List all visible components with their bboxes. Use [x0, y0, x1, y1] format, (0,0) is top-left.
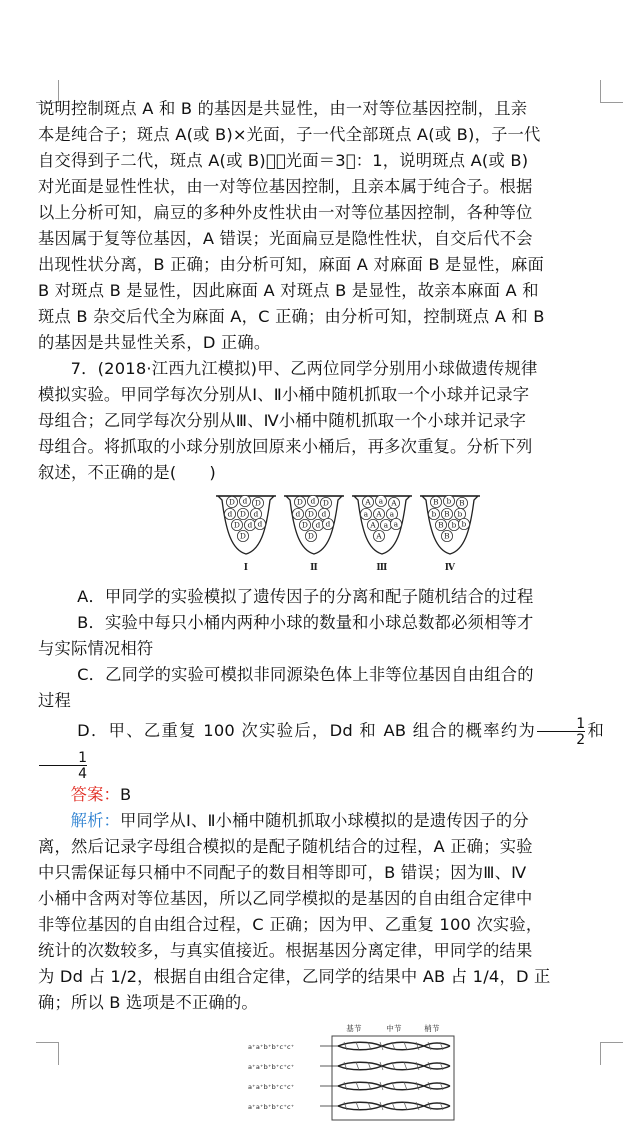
explanation-line: 非等位基因的自由组合过程，C 正确；因为甲、乙重复 100 次实验，: [38, 915, 543, 934]
ball-letter: d: [295, 509, 301, 519]
explanation-label: 解析：: [70, 811, 121, 830]
ball-letter: a: [389, 509, 395, 519]
question-stem-line: 叙述，不正确的是( ): [38, 463, 216, 482]
ball-letter: D: [239, 531, 247, 541]
segment-header: 中节: [386, 1024, 402, 1033]
explanation-line: 中只需保证每只桶中不同配子的数目相等即可，B 错误；因为Ⅲ、Ⅳ: [38, 863, 527, 882]
beaker: [352, 495, 412, 573]
ball-letter: d: [325, 519, 331, 529]
chromosome-row: [338, 1062, 450, 1070]
fraction-denominator: 4: [39, 765, 87, 781]
ball-letter: D: [228, 497, 236, 507]
fraction-numerator: 1: [78, 749, 88, 766]
ball-letter: b: [457, 509, 463, 519]
ball-letter: B: [433, 497, 439, 507]
text-line: 的基因是共显性关系，D 正确。: [38, 333, 271, 352]
explanation-line: 统计的次数较多，与真实值接近。根据基因分离定律，甲同学的结果: [38, 941, 533, 960]
beaker-label: Ⅰ: [243, 563, 249, 573]
hatch-mark: [404, 1082, 407, 1090]
question-7: [38, 356, 604, 782]
ball-letter: b: [461, 519, 467, 529]
ball-letter: b: [431, 509, 437, 519]
text-line: 对光面是显性性状，由一对等位基因控制，且亲本属于纯合子。根据: [38, 177, 533, 196]
question-stem-line: 模拟实验。甲同学每次分别从Ⅰ、Ⅱ小桶中随机抓取一个小球并记录字: [38, 385, 530, 404]
hatch-mark: [404, 1062, 407, 1070]
option-b-line1: B．实验中每只小桶内两种小球的数量和小球总数都必须相等才: [77, 613, 534, 632]
hatch-mark: [356, 1102, 359, 1110]
ball-letter: D: [322, 498, 330, 508]
beaker: [420, 495, 480, 573]
ball-letter: a: [383, 520, 389, 530]
ball-letter: d: [321, 509, 327, 519]
text-line: 基因属于复等位基因，A 错误；光面扁豆是隐性性状，自交后代不会: [38, 229, 533, 248]
fraction-denominator: 2: [537, 731, 585, 747]
ball-letter: D: [254, 498, 262, 508]
ball-letter: B: [459, 498, 465, 508]
ball-letter: D: [239, 509, 247, 519]
option-a: A．甲同学的实验模拟了遗传因子的分离和配子随机结合的过程: [77, 587, 534, 606]
segment-header: 基节: [346, 1024, 362, 1033]
option-d: [38, 714, 604, 782]
hatch-mark: [404, 1042, 407, 1050]
text-line: 本是纯合子；斑点 A(或 B)×光面，子一代全部斑点 A(或 B)，子一代: [38, 125, 541, 144]
ball-letter: d: [310, 496, 316, 506]
explanation-line: 确；所以 B 选项是不正确的。: [38, 993, 258, 1012]
answer-value: B: [120, 785, 132, 804]
ball-letter: D: [307, 531, 315, 541]
ball-letter: A: [365, 497, 371, 507]
ball-letter: d: [253, 509, 259, 519]
ball-letter: b: [446, 496, 452, 506]
genotype-label: a⁺a⁺b⁺b⁺c⁺c⁺: [248, 1083, 295, 1091]
ball-letter: D: [307, 509, 315, 519]
chromosome-row: [338, 1082, 450, 1090]
ball-letter: D: [233, 520, 241, 530]
ball-letter: a: [393, 519, 399, 529]
option-d-conjunction: 和: [586, 721, 605, 740]
text-line: 斑点 B 杂交后代全为麻面 A，C 正确；由分析可知，控制斑点 A 和 B: [38, 307, 545, 326]
document-page: [38, 96, 604, 1122]
ball-letter: D: [296, 497, 304, 507]
fraction-one-quarter: [39, 751, 87, 781]
question-stem-line: 7．(2018·江西九江模拟)甲、乙两位同学分别用小球做遗传规律: [70, 359, 538, 378]
ball-letter: A: [376, 509, 382, 519]
ball-letter: B: [438, 520, 444, 530]
question-stem-line: 母组合。将抓取的小球分别放回原来小桶后，再多次重复。分析下列: [38, 437, 533, 456]
ball-letter: d: [257, 519, 263, 529]
ball-letter: A: [376, 531, 382, 541]
ball-letter: d: [315, 520, 321, 530]
option-d-text: D．甲、乙重复 100 次实验后，Dd 和 AB 组合的概率约为: [77, 721, 537, 740]
explanation-first-text: 甲同学从Ⅰ、Ⅱ小桶中随机抓取小球模拟的是遗传因子的分: [120, 811, 529, 830]
option-c-line2: 过程: [38, 691, 71, 710]
text-line: 出现性状分离，B 正确；由分析可知，麻面 A 对麻面 B 是显性，麻面: [38, 255, 544, 274]
option-b-line2: 与实际情况相符: [38, 639, 154, 658]
ball-letter: D: [301, 520, 309, 530]
ball-letter: a: [378, 496, 384, 506]
explanation: [38, 808, 604, 1016]
ball-letter: d: [227, 509, 233, 519]
beaker-label: Ⅱ: [310, 563, 318, 573]
beaker-label: Ⅳ: [444, 563, 456, 573]
question-stem-line: 母组合；乙同学每次分别从Ⅲ、Ⅳ小桶中随机抓取一个小球并记录字: [38, 411, 527, 430]
explanation-line: [38, 808, 604, 834]
hatch-mark: [356, 1082, 359, 1090]
ball-letter: d: [247, 520, 253, 530]
previous-analysis: [38, 96, 604, 356]
ball-letter: b: [451, 520, 457, 530]
fraction-one-half: [537, 717, 585, 747]
hatch-mark: [404, 1102, 407, 1110]
text-line: B 对斑点 B 是显性，因此麻面 A 对斑点 B 是显性，故亲本麻面 A 和: [38, 281, 539, 300]
text-line: 以上分析可知，扁豆的多种外皮性状由一对等位基因控制，各种等位: [38, 203, 533, 222]
ball-letter: B: [444, 531, 450, 541]
ball-letter: A: [370, 520, 376, 530]
chromosome-row: [338, 1042, 450, 1050]
genotype-label: a⁺a⁺b⁺b⁺c⁺c⁺: [248, 1103, 295, 1111]
answer-line: [38, 782, 604, 808]
hatch-mark: [356, 1042, 359, 1050]
option-c-line1: C．乙同学的实验可模拟非同源染色体上非等位基因自由组合的: [77, 665, 534, 684]
explanation-line: 离，然后记录字母组合模拟的是配子随机结合的过程，A 正确；实验: [38, 837, 533, 856]
beaker: [216, 495, 276, 573]
text-line: 说明控制斑点 A 和 B 的基因是共显性，由一对等位基因控制，且亲: [38, 99, 528, 118]
chromosome-row: [338, 1102, 450, 1110]
ball-letter: d: [242, 496, 248, 506]
segment-header: 梢节: [424, 1024, 440, 1033]
explanation-line: 为 Dd 占 1/2，根据自由组合定律，乙同学的结果中 AB 占 1/4，D 正: [38, 967, 551, 986]
answer-label: 答案：: [70, 785, 121, 804]
genotype-label: a⁺a⁺b⁺b⁺c⁺c⁺: [248, 1063, 295, 1071]
beaker: [284, 495, 344, 573]
text-line: 自交得到子二代，斑点 A(或 B) ：光面＝3 ：1，说明斑点 A(或 B): [38, 151, 529, 170]
explanation-line: 小桶中含两对等位基因，所以乙同学模拟的是基因的自由组合定律中: [38, 889, 533, 908]
ball-letter: B: [444, 509, 450, 519]
genotype-label: a⁺a⁺b⁺b⁺c⁺c⁺: [248, 1043, 295, 1051]
beaker-label: Ⅲ: [376, 563, 388, 573]
hatch-mark: [356, 1062, 359, 1070]
beakers-figure: [186, 490, 606, 576]
chromosome-figure: [246, 1020, 456, 1122]
ball-letter: A: [391, 498, 397, 508]
fraction-numerator: 1: [576, 715, 586, 732]
ball-letter: a: [363, 509, 369, 519]
